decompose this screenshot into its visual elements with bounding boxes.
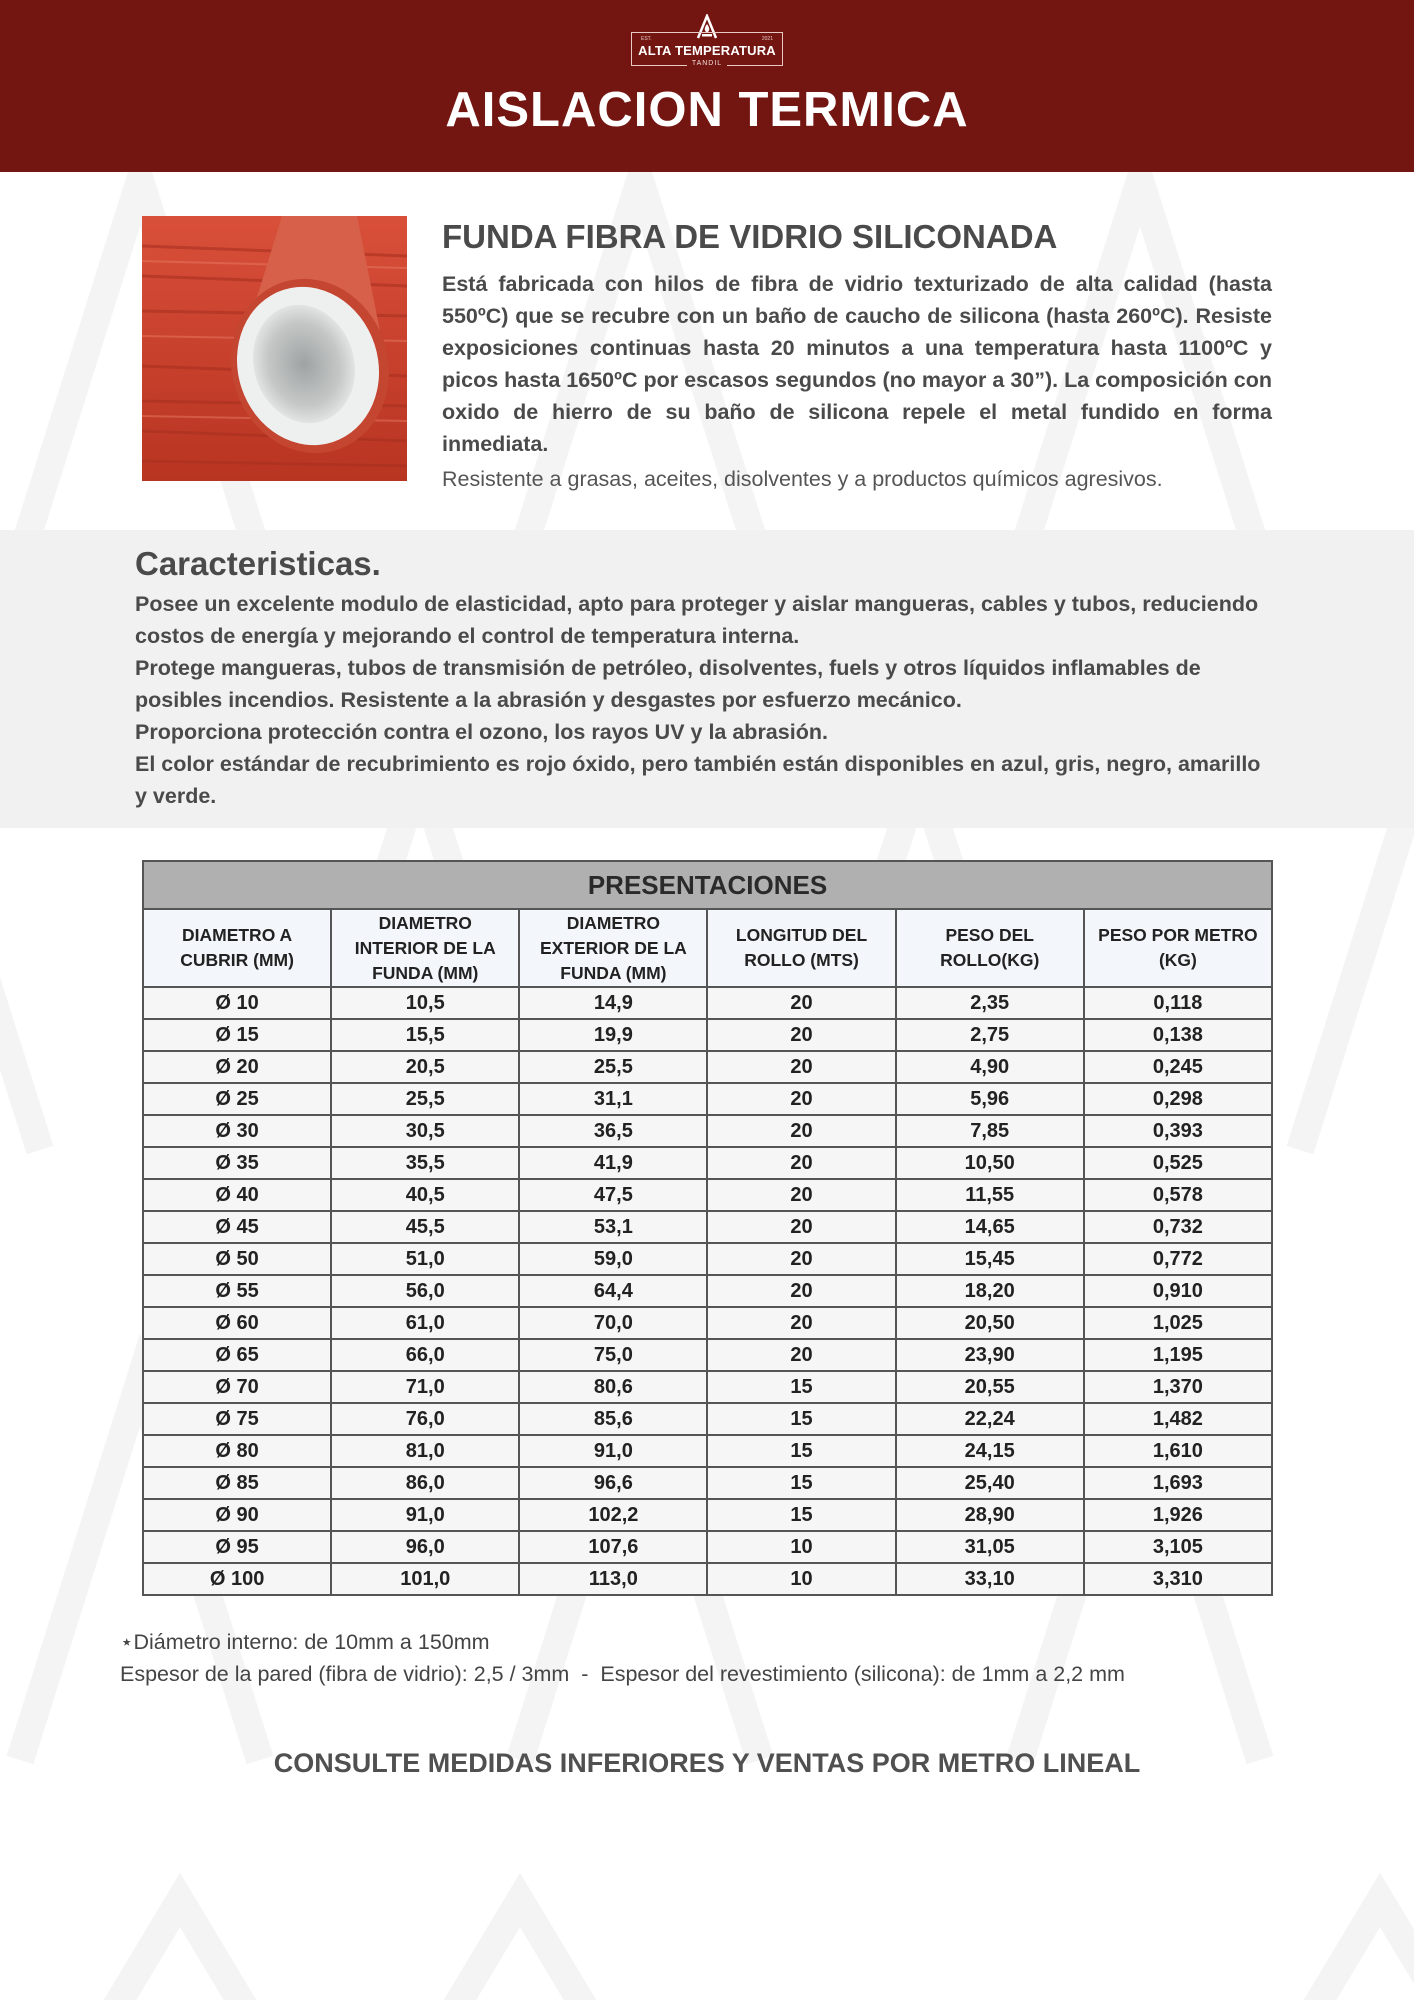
table-row xyxy=(143,987,1272,1019)
table-cell: 20 xyxy=(707,987,895,1019)
table-cell: 20,5 xyxy=(331,1051,519,1083)
table-body xyxy=(143,987,1272,1595)
table-cell: 20 xyxy=(707,1275,895,1307)
table-cell: 66,0 xyxy=(331,1339,519,1371)
table-cell: 45,5 xyxy=(331,1211,519,1243)
table-cell: 81,0 xyxy=(331,1435,519,1467)
table-cell: 1,610 xyxy=(1084,1435,1272,1467)
table-cell: 80,6 xyxy=(519,1371,707,1403)
table-cell: 96,6 xyxy=(519,1467,707,1499)
table-cell: 1,195 xyxy=(1084,1339,1272,1371)
table-cell: 24,15 xyxy=(896,1435,1084,1467)
table-cell: 86,0 xyxy=(331,1467,519,1499)
table-cell: 15 xyxy=(707,1467,895,1499)
table-cell: 56,0 xyxy=(331,1275,519,1307)
column-header: PESO DEL ROLLO(KG) xyxy=(896,909,1084,987)
table-cell: 18,20 xyxy=(896,1275,1084,1307)
table-row xyxy=(143,1243,1272,1275)
table-row xyxy=(143,1019,1272,1051)
table-cell: 41,9 xyxy=(519,1147,707,1179)
table-cell: 15,45 xyxy=(896,1243,1084,1275)
product-title: FUNDA FIBRA DE VIDRIO SILICONADA xyxy=(442,218,1058,255)
table-cell: 85,6 xyxy=(519,1403,707,1435)
table-cell: 101,0 xyxy=(331,1563,519,1595)
presentaciones-table-container xyxy=(142,860,1273,1596)
feature-item: Protege mangueras, tubos de transmisión de petróleo, disolventes, fuels y otros líquidos inflamables de posibles incendios. Resistente a la abrasión y desgastes por esfuerzo mecánico. xyxy=(135,656,1201,712)
table-cell: Ø 30 xyxy=(143,1115,331,1147)
table-cell: 36,5 xyxy=(519,1115,707,1147)
table-cell: 40,5 xyxy=(331,1179,519,1211)
table-cell: 1,482 xyxy=(1084,1403,1272,1435)
table-cell: 30,5 xyxy=(331,1115,519,1147)
table-cell: 20,55 xyxy=(896,1371,1084,1403)
table-cell: 20 xyxy=(707,1339,895,1371)
table-cell: 25,40 xyxy=(896,1467,1084,1499)
thickness-note: Espesor de la pared (fibra de vidrio): 2,5 / 3mm - Espesor del revestimiento (silicona): de 1mm a 2,2 mm xyxy=(120,1662,1125,1686)
table-cell: 47,5 xyxy=(519,1179,707,1211)
table-cell: 10,50 xyxy=(896,1147,1084,1179)
table-cell: 61,0 xyxy=(331,1307,519,1339)
table-row xyxy=(143,1563,1272,1595)
table-cell: 107,6 xyxy=(519,1531,707,1563)
table-cell: 1,025 xyxy=(1084,1307,1272,1339)
table-cell: 0,910 xyxy=(1084,1275,1272,1307)
table-cell: 20 xyxy=(707,1083,895,1115)
table-cell: 28,90 xyxy=(896,1499,1084,1531)
table-cell: 1,926 xyxy=(1084,1499,1272,1531)
inner-diameter-note: ⋆Diámetro interno: de 10mm a 150mm xyxy=(120,1630,490,1654)
table-cell: 51,0 xyxy=(331,1243,519,1275)
table-row xyxy=(143,1531,1272,1563)
table-cell: 75,0 xyxy=(519,1339,707,1371)
table-cell: 1,693 xyxy=(1084,1467,1272,1499)
table-cell: 14,65 xyxy=(896,1211,1084,1243)
table-cell: 0,772 xyxy=(1084,1243,1272,1275)
table-cell: 31,1 xyxy=(519,1083,707,1115)
table-cell: 3,310 xyxy=(1084,1563,1272,1595)
table-cell: Ø 95 xyxy=(143,1531,331,1563)
table-cell: Ø 40 xyxy=(143,1179,331,1211)
table-cell: Ø 75 xyxy=(143,1403,331,1435)
table-cell: 0,732 xyxy=(1084,1211,1272,1243)
table-cell: 20 xyxy=(707,1147,895,1179)
table-row xyxy=(143,1147,1272,1179)
table-row xyxy=(143,1083,1272,1115)
feature-item: El color estándar de recubrimiento es rojo óxido, pero también están disponibles en azul, gris, negro, amarillo y verde. xyxy=(135,752,1261,808)
table-cell: 0,393 xyxy=(1084,1115,1272,1147)
page-title: AISLACION TERMICA xyxy=(445,83,969,137)
table-row xyxy=(143,1307,1272,1339)
table-cell: 15 xyxy=(707,1499,895,1531)
table-cell: 20 xyxy=(707,1019,895,1051)
table-cell: Ø 70 xyxy=(143,1371,331,1403)
table-cell: 71,0 xyxy=(331,1371,519,1403)
logo-location: TANDIL xyxy=(687,60,727,67)
table-cell: 20 xyxy=(707,1115,895,1147)
table-cell: 0,578 xyxy=(1084,1179,1272,1211)
table-cell: 2,35 xyxy=(896,987,1084,1019)
product-description: Está fabricada con hilos de fibra de vidrio texturizado de alta calidad (hasta 550ºC) que se recubre con un baño de caucho de silicona (hasta 260ºC). Resiste exposiciones continuas hasta 20 minutos a una temperatura hasta 1100ºC y picos hasta 1650ºC por escasos segundos (no mayor a 30”). La composición con oxido de hierro de su baño de silicona repele el metal fundido en forma inmediata. xyxy=(442,272,1272,456)
table-cell: 10 xyxy=(707,1531,895,1563)
table-cell: 31,05 xyxy=(896,1531,1084,1563)
table-cell: 76,0 xyxy=(331,1403,519,1435)
table-cell: 64,4 xyxy=(519,1275,707,1307)
table-cell: 14,9 xyxy=(519,987,707,1019)
table-cell: 15 xyxy=(707,1371,895,1403)
table-cell: 20 xyxy=(707,1307,895,1339)
table-cell: 15 xyxy=(707,1403,895,1435)
table-cell: 91,0 xyxy=(331,1499,519,1531)
table-cell: 11,55 xyxy=(896,1179,1084,1211)
table-cell: 10 xyxy=(707,1563,895,1595)
table-cell: 7,85 xyxy=(896,1115,1084,1147)
table-cell: 59,0 xyxy=(519,1243,707,1275)
table-cell: 2,75 xyxy=(896,1019,1084,1051)
table-cell: 0,118 xyxy=(1084,987,1272,1019)
table-cell: 113,0 xyxy=(519,1563,707,1595)
table-cell: 15,5 xyxy=(331,1019,519,1051)
column-header: DIAMETRO A CUBRIR (MM) xyxy=(143,909,331,987)
table-cell: Ø 25 xyxy=(143,1083,331,1115)
table-cell: 0,245 xyxy=(1084,1051,1272,1083)
table-cell: 19,9 xyxy=(519,1019,707,1051)
table-cell: Ø 100 xyxy=(143,1563,331,1595)
call-to-action: CONSULTE MEDIDAS INFERIORES Y VENTAS POR METRO LINEAL xyxy=(273,1748,1141,1778)
table-row xyxy=(143,1115,1272,1147)
table-cell: 10,5 xyxy=(331,987,519,1019)
table-cell: 102,2 xyxy=(519,1499,707,1531)
table-cell: Ø 60 xyxy=(143,1307,331,1339)
spec-notes xyxy=(120,1626,1125,1690)
features-list xyxy=(135,588,1275,812)
feature-item: Posee un excelente modulo de elasticidad, apto para proteger y aislar mangueras, cables y tubos, reduciendo costos de energía y mejorando el control de temperatura interna. xyxy=(135,592,1259,648)
table-cell: 5,96 xyxy=(896,1083,1084,1115)
table-cell: Ø 15 xyxy=(143,1019,331,1051)
table-cell: 91,0 xyxy=(519,1435,707,1467)
table-cell: 15 xyxy=(707,1435,895,1467)
table-cell: 1,370 xyxy=(1084,1371,1272,1403)
logo-est-label: EST. xyxy=(641,36,652,42)
column-header: DIAMETRO INTERIOR DE LA FUNDA (MM) xyxy=(331,909,519,987)
table-cell: Ø 85 xyxy=(143,1467,331,1499)
table-cell: 0,298 xyxy=(1084,1083,1272,1115)
table-cell: 4,90 xyxy=(896,1051,1084,1083)
table-cell: Ø 35 xyxy=(143,1147,331,1179)
table-cell: 70,0 xyxy=(519,1307,707,1339)
table-cell: Ø 10 xyxy=(143,987,331,1019)
logo-est-year: 2021 xyxy=(761,36,773,42)
table-row xyxy=(143,1499,1272,1531)
table-cell: 33,10 xyxy=(896,1563,1084,1595)
table-row xyxy=(143,1051,1272,1083)
table-cell: 20,50 xyxy=(896,1307,1084,1339)
table-row xyxy=(143,1467,1272,1499)
table-cell: 20 xyxy=(707,1051,895,1083)
table-cell: Ø 50 xyxy=(143,1243,331,1275)
table-cell: Ø 20 xyxy=(143,1051,331,1083)
table-cell: 22,24 xyxy=(896,1403,1084,1435)
table-cell: 3,105 xyxy=(1084,1531,1272,1563)
logo-brand-name: ALTA TEMPERATURA xyxy=(638,43,776,58)
table-cell: Ø 90 xyxy=(143,1499,331,1531)
table-row xyxy=(143,1435,1272,1467)
features-title: Caracteristicas. xyxy=(135,545,381,582)
table-cell: 0,138 xyxy=(1084,1019,1272,1051)
table-cell: 25,5 xyxy=(331,1083,519,1115)
column-header: PESO POR METRO (KG) xyxy=(1084,909,1272,987)
table-row xyxy=(143,1179,1272,1211)
brand-logo xyxy=(631,14,783,72)
table-row xyxy=(143,1371,1272,1403)
table-cell: 20 xyxy=(707,1243,895,1275)
table-cell: Ø 80 xyxy=(143,1435,331,1467)
header-banner xyxy=(0,0,1414,172)
column-header: DIAMETRO EXTERIOR DE LA FUNDA (MM) xyxy=(519,909,707,987)
table-cell: 20 xyxy=(707,1211,895,1243)
table-cell: 0,525 xyxy=(1084,1147,1272,1179)
table-cell: 96,0 xyxy=(331,1531,519,1563)
column-header: LONGITUD DEL ROLLO (MTS) xyxy=(707,909,895,987)
table-cell: 20 xyxy=(707,1179,895,1211)
table-cell: Ø 65 xyxy=(143,1339,331,1371)
table-cell: 23,90 xyxy=(896,1339,1084,1371)
table-row xyxy=(143,1403,1272,1435)
product-resistance-note: Resistente a grasas, aceites, disolventes y a productos químicos agresivos. xyxy=(442,467,1163,491)
presentaciones-table xyxy=(142,860,1273,1596)
table-cell: 35,5 xyxy=(331,1147,519,1179)
table-cell: Ø 55 xyxy=(143,1275,331,1307)
table-row xyxy=(143,1339,1272,1371)
table-row xyxy=(143,1275,1272,1307)
table-title: PRESENTACIONES xyxy=(143,861,1272,909)
product-photo xyxy=(142,216,407,481)
table-row xyxy=(143,1211,1272,1243)
table-cell: Ø 45 xyxy=(143,1211,331,1243)
table-cell: 53,1 xyxy=(519,1211,707,1243)
table-cell: 25,5 xyxy=(519,1051,707,1083)
feature-item: Proporciona protección contra el ozono, los rayos UV y la abrasión. xyxy=(135,720,828,744)
